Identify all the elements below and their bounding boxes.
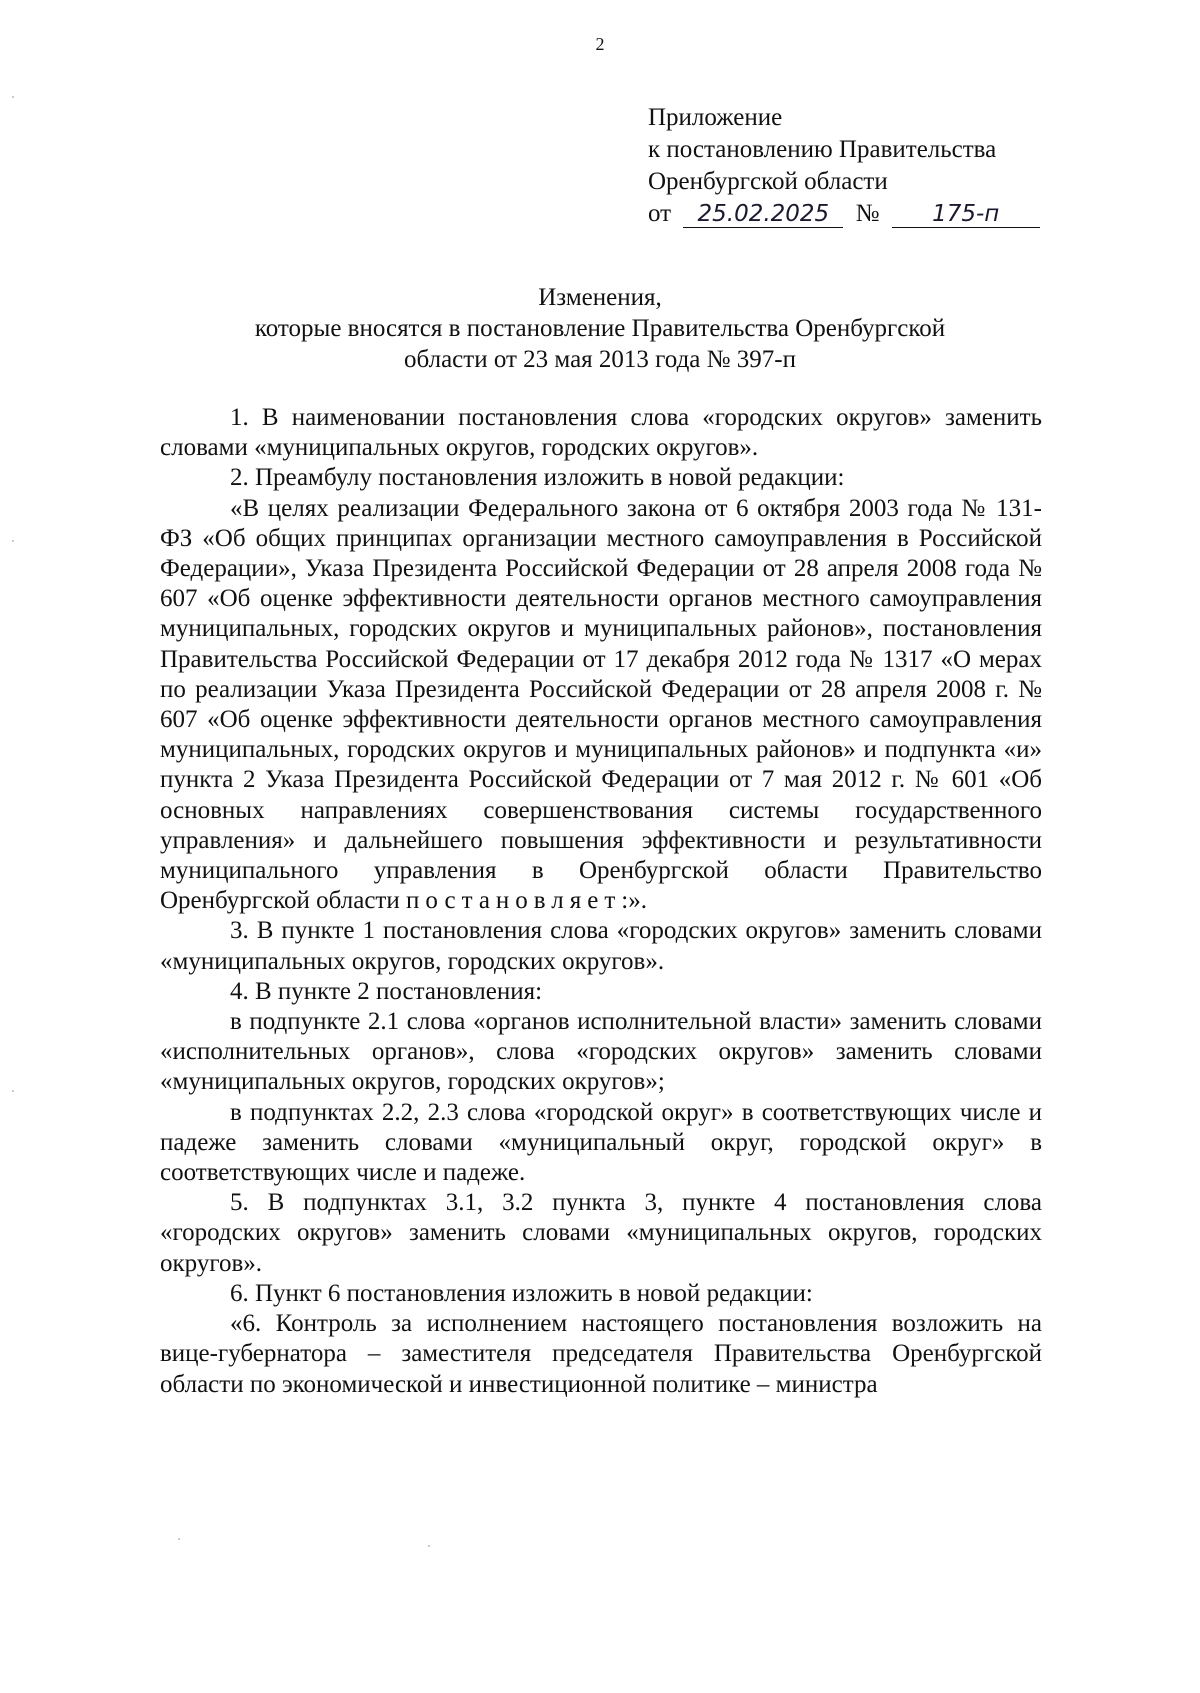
paragraph-5: 4. В пункте 2 постановления: xyxy=(230,977,543,1005)
preamble-spaced-word: постановляет xyxy=(405,887,622,915)
scan-speck xyxy=(12,1090,14,1092)
title-line-3: области от 23 мая 2013 года № 397-п xyxy=(404,346,796,373)
paragraph-9: 6. Пункт 6 постановления изложить в новой редакции: xyxy=(230,1279,813,1307)
preamble-ending: :». xyxy=(621,887,647,915)
paragraph-4: 3. В пункте 1 постановления слова «городских округов» заменить словами «муниципальных округов, городских округов». xyxy=(160,917,1042,975)
scan-speck xyxy=(428,1545,430,1547)
appendix-header xyxy=(648,102,1040,230)
date-prefix: от xyxy=(648,200,672,227)
paragraph-10: «6. Контроль за исполнением настоящего постановления возложить на вице-губернатора – заместителя председателя Правительства Оренбургской области по экономической и инвестиционной политике – министра xyxy=(160,1310,1042,1398)
paragraph-7: в подпунктах 2.2, 2.3 слова «городской округ» в соответствующих числе и падеже заменить словами «муниципальный округ, городской округ» в соответствующих числе и падеже. xyxy=(160,1098,1042,1187)
paragraph-6: в подпункте 2.1 слова «органов исполнительной власти» заменить словами «исполнительных органов», слова «городских округов» заменить словами «муниципальных округов, городских округов»; xyxy=(160,1008,1042,1096)
scan-speck xyxy=(12,96,14,98)
paragraph-3 xyxy=(160,494,1042,917)
appendix-line-3: Оренбургской области xyxy=(648,168,888,195)
appendix-line-2: к постановлению Правительства xyxy=(648,136,997,163)
paragraph-8: 5. В подпунктах 3.1, 3.2 пункта 3, пункте 4 постановления слова «городских округов» заменить словами «муниципальных округов, городских округов». xyxy=(160,1189,1042,1277)
page-number: 2 xyxy=(595,34,605,54)
preamble-text: «В целях реализации Федерального закона от 6 октября 2003 года № 131-ФЗ «Об общих принципах организации местного самоуправления в Российской Федерации», Указа Президента Российской Федерации от 28 апреля 2008 года № 607 «Об оценке эффективности деятельности органов местного самоуправления муниципальных, городских округов и муниципальных районов», постановления Правительства Российской Федерации от 17 декабря 2012 года № 1317 «О мерах по реализации Указа Президента Российской Федерации от 28 апреля 2008 г. № 607 «Об оценке эффективности деятельности органов местного самоуправления муниципальных, городских округов и муниципальных районов» и подпункта «и» пункта 2 Указа Президента Российской Федерации от 7 мая 2012 г. № 601 «Об основных направлениях совершенствования системы государственного управления» и дальнейшего повышения эффективности и результативности муниципального управления в Оренбургской области Правительство Оренбургской области xyxy=(160,494,1042,915)
title-line-2: которые вносятся в постановление Правительства Оренбургской xyxy=(254,315,946,342)
number-prefix: № xyxy=(855,200,880,227)
document-body xyxy=(160,403,1042,1400)
paragraph-1: 1. В наименовании постановления слова «городских округов» заменить словами «муниципальных округов, городских округов». xyxy=(160,404,1042,462)
paragraph-2: 2. Преамбулу постановления изложить в новой редакции: xyxy=(230,464,845,492)
handwritten-number: 175-п xyxy=(892,201,1040,228)
document-title xyxy=(150,282,1050,375)
appendix-date-number-line xyxy=(648,198,1040,230)
scan-speck xyxy=(12,540,14,542)
scan-speck xyxy=(178,1538,180,1540)
title-line-1: Изменения, xyxy=(538,284,662,311)
handwritten-date: 25.02.2025 xyxy=(683,201,843,228)
appendix-line-1: Приложение xyxy=(648,104,783,131)
